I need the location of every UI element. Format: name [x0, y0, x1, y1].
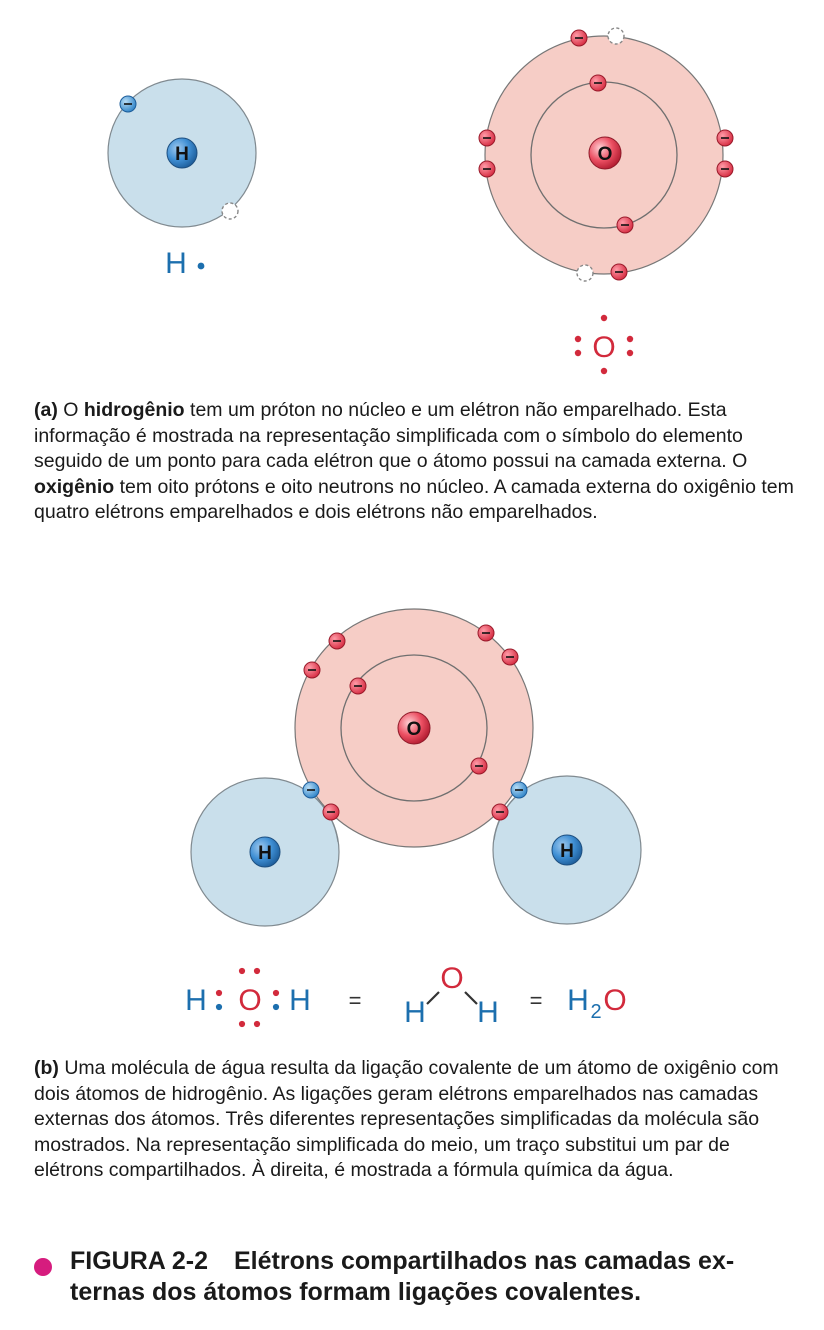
equals-sign: = — [529, 988, 543, 1013]
electron — [304, 662, 320, 678]
electron — [511, 782, 527, 798]
figure-label: FIGURA 2-2 — [70, 1247, 208, 1275]
electron — [502, 649, 518, 665]
electron — [611, 264, 627, 280]
water-chemical-formula — [567, 984, 627, 1023]
electron — [479, 161, 495, 177]
svg-text:O: O — [238, 984, 262, 1017]
svg-text:O: O — [440, 962, 464, 995]
svg-text:H: H — [567, 984, 589, 1017]
hydrogen-right-nucleus — [552, 835, 582, 865]
electron — [590, 75, 606, 91]
svg-text:H: H — [404, 996, 426, 1029]
svg-text:2: 2 — [590, 1001, 602, 1023]
hydrogen-nucleus-label: H — [175, 144, 189, 165]
hydrogen-atom — [108, 79, 256, 227]
caption-a: (a) O hidrogênio tem um próton no núcleo e um elétron não emparelhado. Esta informação é mostrada na representação simplificada com o símbolo do elemento seguido de um ponto para cada elétron que o átomo possui na camada externa. O oxigênio tem oito prótons e oito neutrons no núcleo. A camada externa do oxigênio tem quatro elétrons emparelhados e dois elétrons não emparelhados. — [34, 399, 794, 524]
electron — [717, 161, 733, 177]
electron — [492, 804, 508, 820]
equals-sign: = — [348, 988, 362, 1013]
electron — [571, 30, 587, 46]
svg-text:H: H — [185, 984, 207, 1017]
electron — [471, 758, 487, 774]
electron-vacancy — [608, 28, 624, 44]
oxygen-nucleus — [398, 712, 430, 744]
figure-title: FIGURA 2-2 Elétrons compartilhados nas camadas ex- ternas dos átomos formam ligações covalentes. — [70, 1247, 735, 1306]
svg-text:O: O — [603, 984, 627, 1017]
atom-diagram-a — [0, 0, 824, 380]
caption-a-oxygen: oxigênio — [34, 475, 115, 498]
electron — [120, 96, 136, 112]
hydrogen-lewis-symbol — [165, 247, 204, 280]
caption-b: (b) Uma molécula de água resulta da ligação covalente de um átomo de oxigênio com dois átomos de hidrogênio. As ligações geram elétrons emparelhados nas camadas externas dos átomos. Três diferentes representações simplificadas da molécula são mostrados. Na representação simplificada do meio, um traço substitui um par de elétrons compartilhados. À direita, é mostrada a fórmula química da água. — [34, 1057, 779, 1182]
svg-text:H: H — [289, 984, 311, 1017]
caption-b-tag: (b) — [34, 1057, 59, 1079]
caption-a-tag: (a) — [34, 399, 58, 421]
svg-text:O: O — [406, 719, 422, 740]
electron — [617, 217, 633, 233]
electron — [717, 130, 733, 146]
caption-a-hydrogen: hidrogênio — [83, 399, 185, 421]
water-representations — [0, 960, 824, 1040]
oxygen-nucleus-label: O — [597, 144, 613, 165]
electron-vacancy — [222, 203, 238, 219]
hydrogen-nucleus — [167, 138, 197, 168]
electron — [479, 130, 495, 146]
water-structural-formula — [404, 962, 499, 1029]
oxygen-nucleus — [589, 137, 621, 169]
electron — [303, 782, 319, 798]
valence-dot — [198, 263, 205, 270]
electron — [323, 804, 339, 820]
oxygen-lewis-symbol — [575, 315, 633, 374]
svg-text:H: H — [560, 841, 574, 862]
svg-text:H: H — [477, 996, 499, 1029]
svg-text:O: O — [592, 331, 616, 364]
electron — [350, 678, 366, 694]
electron — [329, 633, 345, 649]
electron-vacancy — [577, 265, 593, 281]
svg-text:H: H — [258, 843, 272, 864]
electron — [478, 625, 494, 641]
hydrogen-left-nucleus — [250, 837, 280, 867]
water-lewis-structure — [185, 968, 311, 1027]
svg-text:H: H — [165, 247, 187, 280]
oxygen-atom — [479, 28, 733, 281]
